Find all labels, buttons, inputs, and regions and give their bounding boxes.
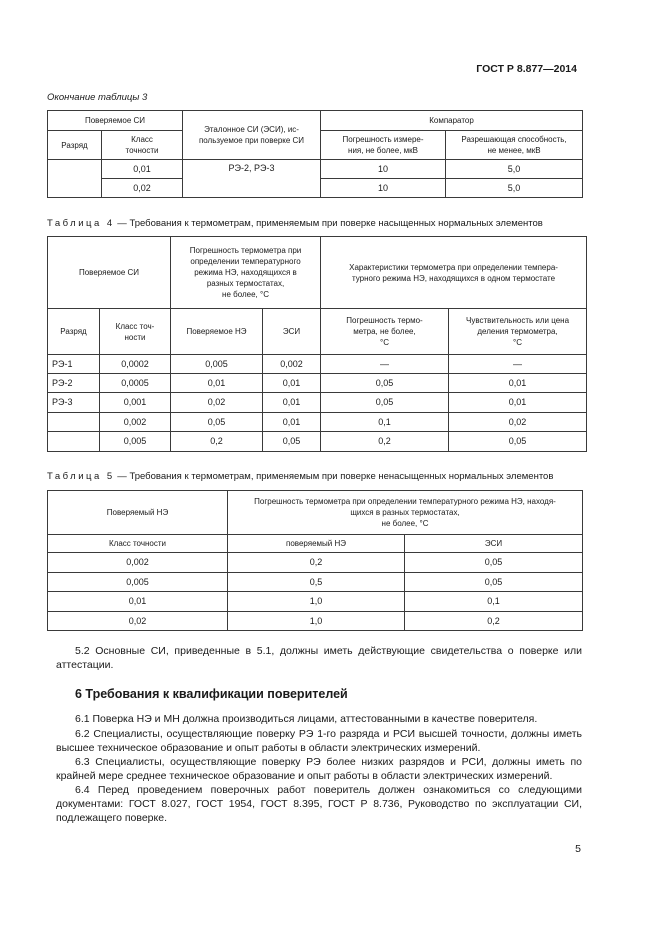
paragraph-5-2: 5.2 Основные СИ, приведенные в 5.1, должны иметь действующие свидетельства о поверке или аттестации. — [56, 645, 582, 671]
t4-cell-sensitivity: 0,02 — [449, 413, 587, 432]
t4-cell-ne: 0,05 — [171, 413, 263, 432]
t4-cell-class: 0,001 — [100, 393, 171, 413]
table-row — [48, 393, 587, 413]
t4-cell-razryad — [48, 413, 100, 432]
t4-cell-ne: 0,2 — [171, 432, 263, 452]
t5-cell-esi: 0,1 — [405, 592, 583, 612]
t5-cell-class: 0,01 — [48, 592, 228, 612]
paragraph-6-1: 6.1 Поверка НЭ и МН должна производиться лицами, аттестованными в качестве поверителя. — [75, 713, 538, 725]
t4-cell-razryad — [48, 432, 100, 452]
t4-cell-thermo-error: — — [321, 355, 449, 374]
t4-cell-class: 0,002 — [100, 413, 171, 432]
table-row — [48, 374, 587, 393]
t4-cell-thermo-error: 0,1 — [321, 413, 449, 432]
section-6-heading: 6 Требования к квалификации поверителей — [75, 687, 348, 701]
paragraph-6-4: 6.4 Перед проведением поверочных работ поверитель должен ознакомиться со следующими документами: ГОСТ 8.027, ГОСТ 1954, ГОСТ 8.395, ГОСТ Р 8.736, Руководство по эксплуатации СИ, подлежащего поверке. — [56, 784, 582, 824]
t4-head-razryad: Разряд — [48, 309, 100, 355]
t3-head-etalon: Эталонное СИ (ЭСИ), ис- пользуемое при поверке СИ — [183, 111, 321, 160]
t4-head-characteristics: Характеристики термометра при определении темпера- турного режима НЭ, находящихся в одном термостате — [321, 237, 587, 309]
t5-head-class: Класс точности — [48, 535, 228, 553]
t3-cell-class: 0,01 — [102, 160, 183, 179]
t3-head-error: Погрешность измере- ния, не более, мкВ — [321, 131, 446, 160]
table4 — [47, 236, 587, 452]
t4-cell-esi: 0,01 — [263, 393, 321, 413]
page-number: 5 — [575, 843, 581, 855]
t5-cell-ne: 1,0 — [228, 592, 405, 612]
t5-cell-class: 0,005 — [48, 573, 228, 592]
t4-cell-sensitivity: 0,01 — [449, 374, 587, 393]
table-row — [48, 573, 583, 592]
t4-cell-esi: 0,05 — [263, 432, 321, 452]
t3-head-razryad: Разряд — [48, 131, 102, 160]
t5-head-esi: ЭСИ — [405, 535, 583, 553]
t4-cell-thermo-error: 0,05 — [321, 374, 449, 393]
t4-cell-ne: 0,005 — [171, 355, 263, 374]
table4-caption: Таблица 4 — Требования к термометрам, применяемым при поверке насыщенных нормальных элементов — [47, 218, 543, 229]
t4-cell-class: 0,0002 — [100, 355, 171, 374]
t3-cell-error: 10 — [321, 160, 446, 179]
paragraph-6-3: 6.3 Специалисты, осуществляющие поверку РЭ более низких разрядов и РСИ, должны иметь по крайней мере среднее техническое образование и опыт работы в области электрических измерений. — [56, 756, 582, 782]
t3-head-class: Класс точности — [102, 131, 183, 160]
table-row — [48, 553, 583, 573]
t3-cell-razryad — [48, 160, 102, 198]
paragraph-6-2: 6.2 Специалисты, осуществляющие поверку РЭ 1-го разряда и РСИ высшей точности, должны иметь высшее техническое образование и опыт работы в области электрических измерений. — [56, 728, 582, 754]
t5-cell-ne: 0,5 — [228, 573, 405, 592]
t3-head-comparator: Компаратор — [321, 111, 583, 131]
t5-cell-class: 0,002 — [48, 553, 228, 573]
t5-head-ne: поверяемый НЭ — [228, 535, 405, 553]
t4-cell-razryad: РЭ-1 — [48, 355, 100, 374]
t4-cell-ne: 0,01 — [171, 374, 263, 393]
t4-cell-esi: 0,002 — [263, 355, 321, 374]
t3-head-verified-si: Поверяемое СИ — [48, 111, 183, 131]
document-header: ГОСТ Р 8.877—2014 — [476, 63, 577, 75]
table-row — [48, 413, 587, 432]
t5-cell-esi: 0,05 — [405, 573, 583, 592]
t4-cell-esi: 0,01 — [263, 413, 321, 432]
t5-head-verified-ne: Поверяемый НЭ — [48, 491, 228, 535]
t4-head-sensitivity: Чувствительность или цена деления термометра, °С — [449, 309, 587, 355]
t4-cell-razryad: РЭ-3 — [48, 393, 100, 413]
table-row — [48, 432, 587, 452]
t3-head-resolution: Разрешающая способность, не менее, мкВ — [446, 131, 583, 160]
t3-cell-class: 0,02 — [102, 179, 183, 198]
t3-cell-etalon: РЭ-2, РЭ-3 — [183, 160, 321, 198]
t4-cell-sensitivity: — — [449, 355, 587, 374]
t4-head-verified-ne: Поверяемое НЭ — [171, 309, 263, 355]
t5-cell-esi: 0,05 — [405, 553, 583, 573]
t3-cell-error: 10 — [321, 179, 446, 198]
t4-cell-razryad: РЭ-2 — [48, 374, 100, 393]
table3 — [47, 110, 583, 198]
t4-cell-class: 0,0005 — [100, 374, 171, 393]
t4-cell-ne: 0,02 — [171, 393, 263, 413]
t4-cell-class: 0,005 — [100, 432, 171, 452]
table-row — [48, 592, 583, 612]
table5 — [47, 490, 583, 631]
t5-cell-esi: 0,2 — [405, 612, 583, 631]
t4-head-esi: ЭСИ — [263, 309, 321, 355]
t4-cell-thermo-error: 0,2 — [321, 432, 449, 452]
table-row — [48, 612, 583, 631]
t3-cell-resolution: 5,0 — [446, 179, 583, 198]
t4-head-error: Погрешность термометра при определении температурного режима НЭ, находящихся в разных термостатах, не более, °С — [171, 237, 321, 309]
t3-cell-resolution: 5,0 — [446, 160, 583, 179]
t4-head-verified-si: Поверяемое СИ — [48, 237, 171, 309]
t4-cell-thermo-error: 0,05 — [321, 393, 449, 413]
t5-cell-class: 0,02 — [48, 612, 228, 631]
t5-cell-ne: 1,0 — [228, 612, 405, 631]
table3-caption: Окончание таблицы 3 — [47, 92, 148, 103]
table-row — [48, 160, 583, 179]
t4-cell-esi: 0,01 — [263, 374, 321, 393]
t5-head-error: Погрешность термометра при определении температурного режима НЭ, находя- щихся в разных термостатах, не более, °С — [228, 491, 583, 535]
table-row — [48, 355, 587, 374]
t5-cell-ne: 0,2 — [228, 553, 405, 573]
t4-head-thermo-error: Погрешность термо- метра, не более, °С — [321, 309, 449, 355]
table5-caption: Таблица 5 — Требования к термометрам, применяемым при поверке ненасыщенных нормальных элементов — [47, 471, 554, 482]
t4-cell-sensitivity: 0,01 — [449, 393, 587, 413]
t4-head-class: Класс точ- ности — [100, 309, 171, 355]
t4-cell-sensitivity: 0,05 — [449, 432, 587, 452]
